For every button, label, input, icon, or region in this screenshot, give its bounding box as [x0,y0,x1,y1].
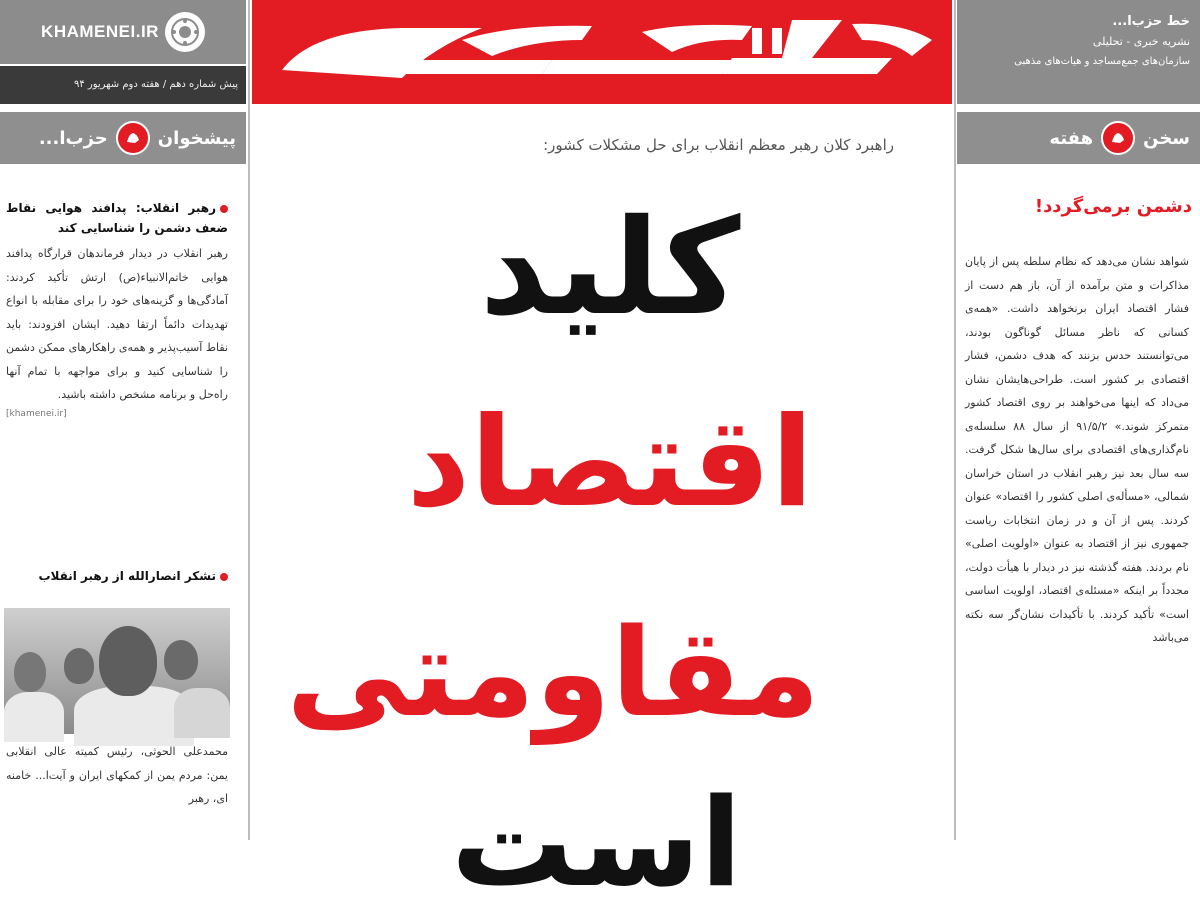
bullet-icon [220,205,228,213]
kicker: راهبرد کلان رهبر معظم انقلاب برای حل مشکلات کشور: [543,136,894,154]
hand-logo-icon [1101,121,1135,155]
bullet-icon [220,573,228,581]
left-story-2[interactable] [6,740,228,811]
publication-publisher: سازمان‌های جمع‌مساجد و هیات‌های مذهبی [1014,56,1190,67]
brand-name: KHAMENEI.IR [41,22,159,41]
left-column [0,0,246,840]
headline-line-1: کلید [479,191,741,345]
brand-logo-icon [165,12,205,52]
divider [248,0,250,840]
right-column [957,0,1200,840]
editorial-article [965,250,1189,650]
headline-line-2: اقتصاد [406,391,814,535]
left-story-2-body: محمدعلی الحوثی، رئیس کمیته عالی انقلابی یمن: مردم یمن از کمکهای ایران و آیت‌ا... خامنه ای، رهبر [6,745,228,805]
masthead-logo [252,0,952,104]
divider [954,0,956,840]
headline-line-4: است [451,772,742,914]
left-section-sub: حزب‌ا... [38,127,108,149]
right-section-sub: هفته [1049,127,1094,149]
left-section-header [0,112,246,164]
issue-line: پیش شماره دهم ‌/ هفته دوم شهریور ۹۴ [0,66,246,104]
left-story-2-header[interactable] [6,566,228,590]
publication-info [957,0,1200,104]
left-section-title: پیشخوان [157,127,236,149]
editorial-title[interactable]: دشمن برمی‌گردد! [1034,196,1192,217]
left-story-1-source: [khamenei.ir] [6,408,67,419]
brand-bar[interactable] [0,0,246,64]
masthead[interactable] [252,0,952,104]
center-column [252,0,952,914]
left-story-2-title: تشکر انصارالله از رهبر انقلاب [6,566,228,586]
editorial-body: شواهد نشان می‌دهد که نظام سلطه پس از پایان مذاکرات و متن برآمده از آن، باز هم دست از فشار اقتصاد ایران برنخواهد داشت. «همه‌ی کسانی که ناظر مسائل گوناگون بودند، می‌توانستند حدس بزنند که هدف دشمن، فشار اقتصادی بر کشور است. طراحی‌هایشان نشان می‌داد که اینها می‌خواهند بر روی اقتصاد کشور متمرکز شوند.» ۹۱/۵/۲ از سال ۸۸ سلسله‌ی نام‌گذاری‌های اقتصادی برای سال‌ها شکل گرفت. سه سال بعد نیز رهبر انقلاب در استان خراسان شمالی، «مسأله‌ی اصلی کشور را اقتصاد» عنوان کردند. پس از آن و در زمان انتخابات ریاست جمهوری نیز از اقتصاد به عنوان «اولویت اصلی» نام بردند. هفته گذشته نیز در دیدار با هیأت دولت، مجدداً بر اینکه «مسئله‌ی اقتصاد، اولویت اساسی است» تأکید کردند. با تأکیدات نشان‌گر سه نکته می‌باشد [965,255,1189,644]
left-story-1-body: رهبر انقلاب در دیدار فرماندهان قرارگاه پدافند هوایی خاتم‌الانبیاء(ص) ارتش تأکید کردند: آمادگی‌ها و گزینه‌های خود را برای مقابله با انواع تهدیدات دائماً ارتقا دهید. ایشان افزودند: باید نقاط آسیب‌پذیر و همه‌ی راهکارهای ممکن دشمن را شناسایی کنید و برای مواجهه با تمام آنها راه‌حل و برنامه مشخص داشته باشید. [6,247,228,401]
hand-logo-icon [116,121,150,155]
right-section-header [957,112,1200,164]
right-section-title: سخن [1143,127,1190,149]
left-story-1[interactable] [6,198,228,419]
headline-line-3: مقاومتی [286,602,820,744]
publication-title: خط حزب‌ا... [1112,14,1190,29]
houthi-photo [4,608,230,734]
publication-type: نشریه خبری - تحلیلی [1092,35,1190,48]
left-story-1-title: رهبر انقلاب: پدافند هوایی نقاط ضعف دشمن را شناسایی کند [6,201,228,235]
